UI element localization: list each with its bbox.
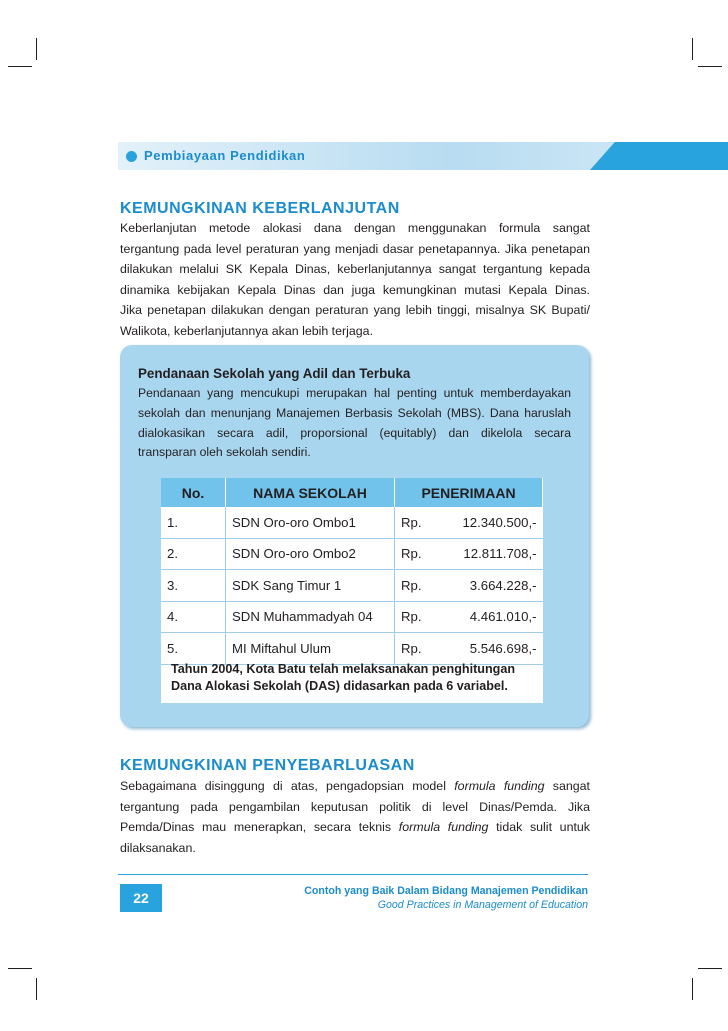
text-line: Walikota, keberlanjutannya akan lebih terjaga. [120, 323, 374, 338]
text-line: Keberlanjutan metode alokasi dana dengan menggunakan formula sangat [120, 221, 590, 235]
text-run: sangat [544, 779, 590, 793]
table-row [161, 570, 543, 602]
table-row [161, 633, 543, 665]
currency: Rp. [395, 507, 444, 538]
text-line: transparan oleh sekolah sendiri. [138, 445, 311, 460]
row-number: 3. [161, 570, 226, 602]
row-number: 1. [161, 507, 226, 538]
page-number: 22 [120, 884, 162, 912]
crop-mark [692, 978, 693, 1000]
box-paragraph [138, 384, 571, 463]
table-header-row [161, 478, 543, 507]
school-name: SDN Muhammadyah 04 [226, 601, 395, 633]
bullet-icon [126, 151, 137, 162]
table-row [161, 601, 543, 633]
text-line: tergantung pada pengambilan keputusan politik di level Dinas/Pemda. Jika [120, 799, 590, 814]
text-line: dinamika kebijakan Kepala Dinas dan juga kemungkinan mutasi Kepala Dinas. [120, 282, 590, 297]
crop-mark [36, 38, 37, 60]
currency: Rp. [395, 633, 444, 665]
crop-mark [698, 66, 722, 67]
currency: Rp. [395, 601, 444, 633]
text-run: Sebagaimana disinggung di atas, pengadopsian model [120, 779, 455, 793]
currency: Rp. [395, 538, 444, 570]
footer-divider [118, 874, 588, 875]
text-run: tidak sulit untuk [488, 820, 590, 835]
amount: 4.461.010,- [443, 601, 543, 633]
column-header-amount: PENERIMAAN [395, 478, 543, 507]
text-line: Pendanaan yang mencukupi merupakan hal penting untuk memberdayakan [138, 386, 571, 400]
text-line: tergantung pada level peraturan yang menjadi dasar penetapannya. Jika penetapan [120, 241, 590, 256]
emphasis: formula funding [398, 820, 489, 835]
text-line [120, 817, 590, 838]
crop-mark [692, 38, 693, 60]
school-name: SDK Sang Timur 1 [226, 570, 395, 602]
school-name: SDN Oro-oro Ombo1 [226, 507, 395, 538]
row-number: 4. [161, 601, 226, 633]
paragraph-penyebarluasan [120, 776, 590, 858]
text-run: Pemda/Dinas mau menerapkan, secara teknis [120, 820, 399, 835]
footer-book-title: Contoh yang Baik Dalam Bidang Manajemen Pendidikan [304, 885, 588, 897]
footer-book-subtitle: Good Practices in Management of Education [377, 899, 588, 911]
school-name: MI Miftahul Ulum [226, 633, 395, 665]
paragraph-keberlanjutan [120, 218, 590, 342]
text-line: dialokasikan secara adil, proporsional (equitably) dan dikelola secara [138, 425, 571, 440]
text-line: dilaksanakan. [120, 840, 196, 855]
row-number: 5. [161, 633, 226, 665]
column-header-no: No. [161, 478, 226, 507]
note-line: Tahun 2004, Kota Batu telah melaksanakan penghitungan [171, 662, 516, 676]
currency: Rp. [395, 570, 444, 602]
box-title: Pendanaan Sekolah yang Adil dan Terbuka [138, 366, 411, 381]
text-line [120, 776, 590, 797]
amount: 5.546.698,- [443, 633, 543, 665]
table-note [171, 661, 515, 695]
school-name: SDN Oro-oro Ombo2 [226, 538, 395, 570]
text-line: dilakukan melalui SK Kepala Dinas, keberlanjutannya sangat tergantung kepada [120, 262, 590, 277]
amount: 3.664.228,- [443, 570, 543, 602]
text-line: Jika penetapan dilakukan dengan peraturan yang lebih tinggi, misalnya SK Bupati/ [120, 303, 590, 318]
note-line: Dana Alokasi Sekolah (DAS) didasarkan pada 6 variabel. [171, 679, 508, 693]
table-row [161, 507, 543, 538]
crop-mark [8, 968, 32, 969]
table-row [161, 538, 543, 570]
crop-mark [698, 968, 722, 969]
crop-mark [8, 66, 32, 67]
row-number: 2. [161, 538, 226, 570]
school-funding-table [161, 478, 543, 703]
amount: 12.340.500,- [443, 507, 543, 538]
amount: 12.811.708,- [443, 538, 543, 570]
section-title-keberlanjutan: KEMUNGKINAN KEBERLANJUTAN [120, 200, 400, 217]
chapter-title: Pembiayaan Pendidikan [144, 148, 306, 163]
crop-mark [36, 978, 37, 1000]
emphasis: formula funding [454, 779, 545, 793]
section-title-penyebarluasan: KEMUNGKINAN PENYEBARLUASAN [120, 757, 415, 774]
column-header-school: NAMA SEKOLAH [226, 478, 395, 507]
text-line: sekolah dan menunjang Manajemen Berbasis Sekolah (MBS). Dana haruslah [138, 405, 571, 420]
